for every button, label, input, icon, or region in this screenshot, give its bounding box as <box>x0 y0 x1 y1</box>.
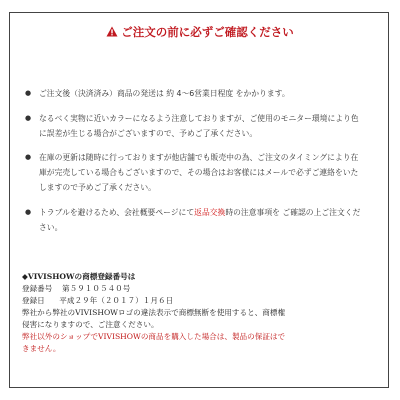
registration-number-row <box>22 283 362 295</box>
notice-title <box>0 24 400 40</box>
trademark-warning-line: 弊社から弊社のVIVISHOWロゴの違法表示で商標無断を使用すると、商標権 <box>22 308 286 317</box>
bullet-dot-icon: ● <box>25 113 32 122</box>
bullet-dot-icon: ● <box>25 207 32 216</box>
registration-date-row <box>22 295 362 307</box>
bullet-text: ご注文後（決済済み）商品の発送は 約 4〜6営業日程度 をかかります。 <box>39 89 290 98</box>
registration-number-value: 第５９１０５４０号 <box>62 284 131 293</box>
notice-bullet-list <box>22 86 366 244</box>
bullet-dot-icon: ● <box>25 89 32 97</box>
bullet-color <box>22 111 366 141</box>
trademark-section <box>22 271 362 355</box>
registration-number-label: 登録番号 <box>22 284 53 293</box>
bullet-text-after: 時の注意事項を ご確認の上ご注文ください。 <box>39 207 361 232</box>
warning-triangle-icon <box>106 26 118 40</box>
registration-date-label: 登録日 <box>22 296 45 305</box>
bullet-dot-icon: ● <box>25 153 32 161</box>
trademark-warning-line: 侵害になりますので、ご注意ください。 <box>22 320 159 329</box>
bullet-stock <box>22 150 366 195</box>
trademark-heading: ◆VIVISHOWの商標登録番号は <box>22 272 136 281</box>
notice-title-text: ご注文の前に必ずご確認ください <box>121 25 294 39</box>
returns-exchange-highlight: 返品交換 <box>194 207 226 217</box>
bullet-text: 在庫の更新は随時に行っておりますが他店舗でも販売中の為、ご注文のタイミングにより在庫が完売している場合もございますので、その場合はお客様にはメールで必ずご連絡をいたしますので予めご了承ください。 <box>39 153 359 192</box>
registration-date-value: 平成２９年（２０１７）１月６日 <box>59 296 174 305</box>
warranty-warning-line: 弊社以外のショップでVIVISHOWの商品を購入した場合は、製品の保証はで <box>22 332 286 341</box>
diamond-icon: ◆ <box>22 272 28 281</box>
bullet-returns <box>22 205 366 235</box>
bullet-shipping <box>22 86 366 101</box>
bullet-text-before: トラブルを避けるため、会社概要ページにて <box>39 207 195 217</box>
bullet-text: なるべく実物に近いカラーになるよう注意しておりますが、ご使用のモニター環境により色に誤差が生じる場合がございますので、予めご了承ください。 <box>39 113 359 138</box>
warranty-warning-line: きません。 <box>22 344 61 353</box>
